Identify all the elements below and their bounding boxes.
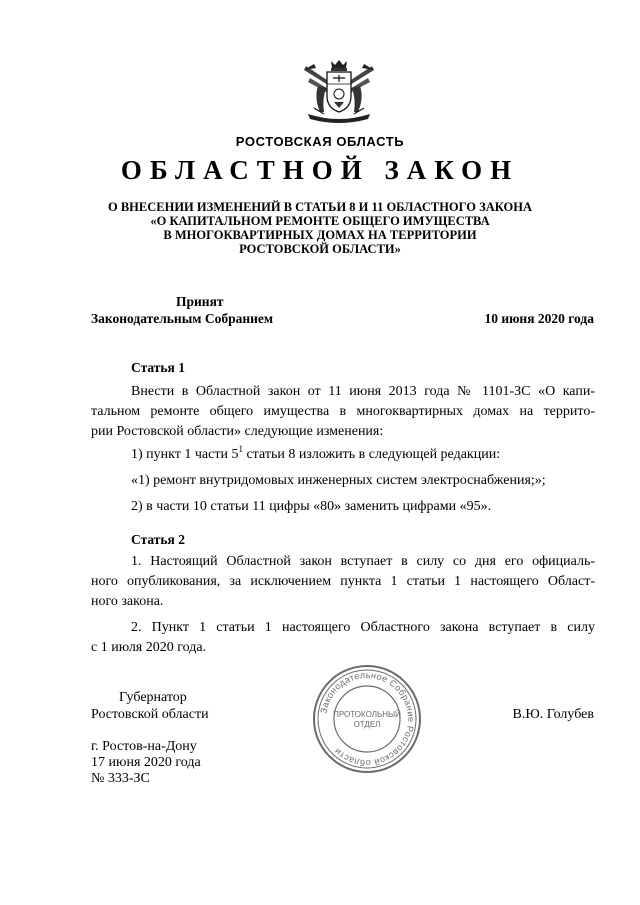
article-1-heading: Статья 1 bbox=[131, 360, 185, 375]
signing-date: 17 июня 2020 года bbox=[91, 755, 201, 770]
text-line: ного опубликования, за исключением пункта 1 статьи 1 настоящего Област- bbox=[91, 574, 595, 589]
article-2-paragraph-1 bbox=[91, 552, 595, 612]
stamp-inner-line: ОТДЕЛ bbox=[353, 720, 381, 729]
subject-line: «О КАПИТАЛЬНОМ РЕМОНТЕ ОБЩЕГО ИМУЩЕСТВА bbox=[150, 214, 490, 228]
item-text: статьи 8 изложить в следующей редакции: bbox=[242, 447, 501, 462]
adoption-body: Законодательным Собранием bbox=[91, 311, 274, 326]
item-text: 1) пункт 1 части 5 bbox=[131, 447, 239, 462]
adoption-label: Принят bbox=[176, 294, 224, 309]
region-name: РОСТОВСКАЯ ОБЛАСТЬ bbox=[235, 134, 405, 149]
law-number: № 333-ЗС bbox=[91, 771, 150, 786]
article-2-paragraph-2 bbox=[91, 618, 595, 658]
text-line: тальном ремонте общего имущества в многоквартирных домах на террито- bbox=[91, 404, 595, 419]
subject-line: О ВНЕСЕНИИ ИЗМЕНЕНИЙ В СТАТЬИ 8 И 11 ОБЛАСТНОГО ЗАКОНА bbox=[108, 200, 532, 214]
document-type-title: ОБЛАСТНОЙ ЗАКОН bbox=[120, 155, 520, 185]
text-line: 1. Настоящий Областной закон вступает в силу со дня его официаль- bbox=[131, 554, 595, 569]
signatory-region: Ростовской области bbox=[91, 707, 209, 722]
stamp-inner-line: ПРОТОКОЛЬНЫЙ bbox=[333, 710, 401, 719]
stamp-outer-text: Законодательное Собрание Ростовской области bbox=[318, 669, 417, 769]
signatory-title: Губернатор bbox=[119, 690, 187, 705]
text-line: рии Ростовской области» следующие изменения: bbox=[91, 424, 384, 439]
article-2-heading: Статья 2 bbox=[131, 532, 185, 547]
item-superscript: 1 bbox=[238, 444, 243, 454]
article-1-item-1-text: «1) ремонт внутридомовых инженерных систем электроснабжения;»; bbox=[131, 473, 546, 488]
official-round-stamp-icon bbox=[311, 663, 423, 775]
article-1-item-1 bbox=[131, 444, 501, 463]
text-line: Внести в Областной закон от 11 июня 2013 года № 1101-ЗС «О капи- bbox=[131, 384, 595, 399]
text-line: ного закона. bbox=[91, 594, 164, 609]
article-1-intro bbox=[91, 382, 595, 442]
adoption-date: 10 июня 2020 года bbox=[484, 311, 594, 326]
text-line: 2. Пункт 1 статьи 1 настоящего Областного закона вступает в силу bbox=[131, 620, 595, 635]
article-1-item-2: 2) в части 10 статьи 11 цифры «80» заменить цифрами «95». bbox=[131, 499, 492, 514]
rostov-oblast-coat-of-arms-icon bbox=[300, 58, 378, 124]
signatory-name: В.Ю. Голубев bbox=[512, 707, 594, 722]
text-line: с 1 июля 2020 года. bbox=[91, 640, 207, 655]
law-subject bbox=[0, 200, 640, 256]
signing-place: г. Ростов-на-Дону bbox=[91, 739, 197, 754]
subject-line: В МНОГОКВАРТИРНЫХ ДОМАХ НА ТЕРРИТОРИИ bbox=[163, 228, 477, 242]
subject-line: РОСТОВСКОЙ ОБЛАСТИ» bbox=[239, 242, 401, 256]
